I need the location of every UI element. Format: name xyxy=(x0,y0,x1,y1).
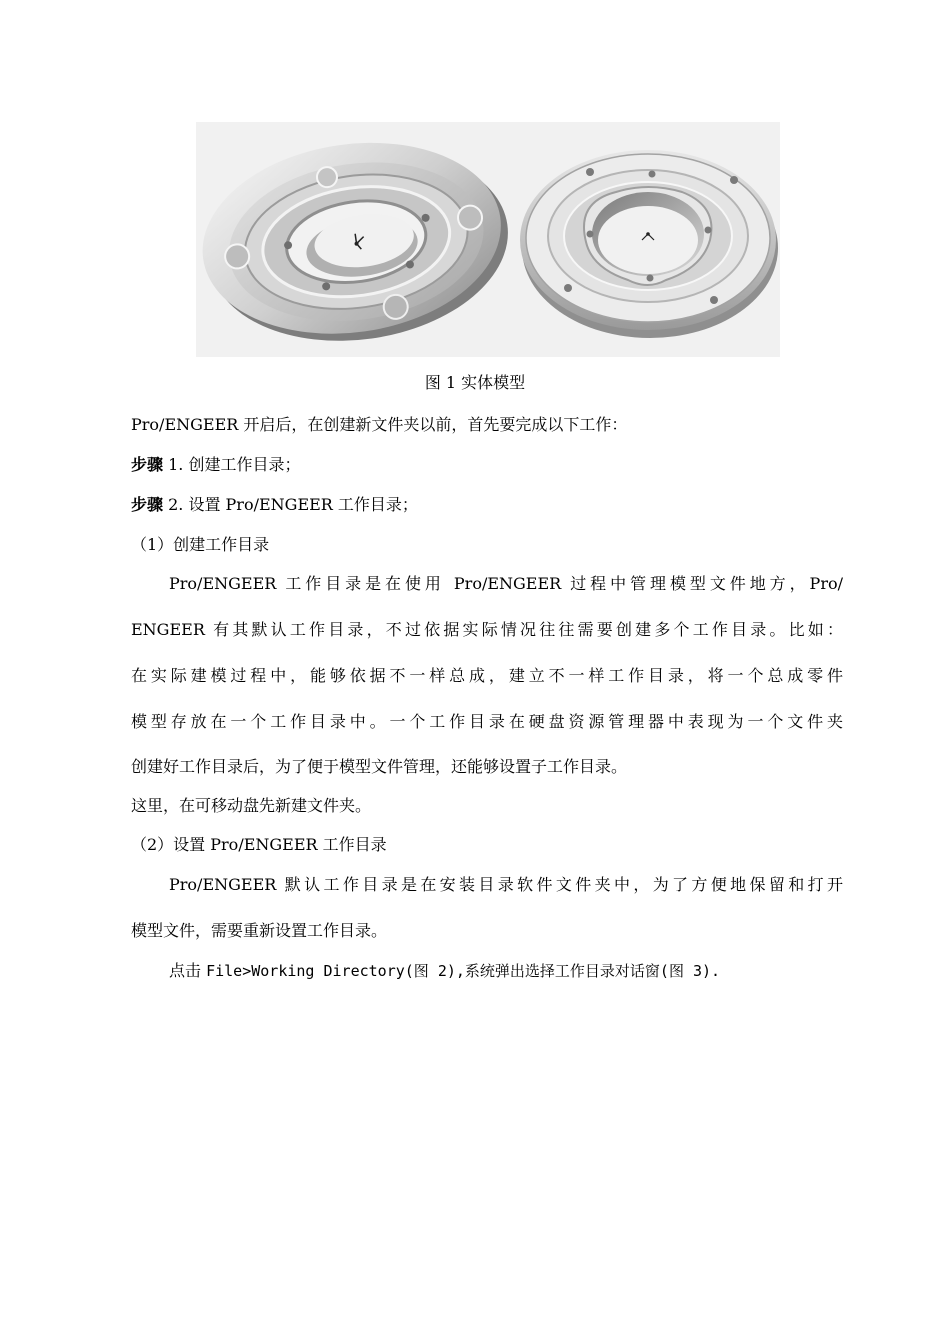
section-2-instruction xyxy=(169,961,720,981)
step-2 xyxy=(131,495,418,515)
step-2-text: 2. 设置 Pro/ENGEER 工作目录； xyxy=(163,495,418,514)
step-2-label: 步骤 xyxy=(131,495,164,514)
figure-1-image xyxy=(196,122,780,357)
section-1-paragraph-line: 创建好工作目录后，为了便于模型文件管理，还能够设置子工作目录。 xyxy=(131,757,628,776)
left-flange-model xyxy=(196,124,520,357)
solid-model-illustration xyxy=(196,122,780,357)
section-2-heading: （2）设置 Pro/ENGEER 工作目录 xyxy=(131,835,387,854)
section-1-paragraph-line: ENGEER 有其默认工作目录，不过依据实际情况往往需要创建多个工作目录。比如： xyxy=(131,620,843,639)
instruction-suffix: (图 2),系统弹出选择工作目录对话窗(图 3). xyxy=(404,962,721,980)
step-1-label: 步骤 xyxy=(131,455,164,474)
intro-text: Pro/ENGEER 开启后，在创建新文件夹以前，首先要完成以下工作： xyxy=(131,415,628,434)
section-1-paragraph-line: 在实际建模过程中，能够依据不一样总成，建立不一样工作目录，将一个总成零件 xyxy=(131,666,843,685)
section-2-paragraph-line: Pro/ENGEER 默认工作目录是在安装目录软件文件夹中，为了方便地保留和打开 xyxy=(169,875,843,894)
right-flange-model xyxy=(520,150,778,338)
instruction-menu-path: File>Working Directory xyxy=(206,962,405,980)
step-1-text: 1. 创建工作目录； xyxy=(163,455,301,474)
instruction-prefix: 点击 xyxy=(169,961,207,980)
section-2-paragraph-line: 模型文件，需要重新设置工作目录。 xyxy=(131,921,388,940)
step-1 xyxy=(131,455,300,475)
section-1-paragraph-line: Pro/ENGEER 工作目录是在使用 Pro/ENGEER 过程中管理模型文件地方，Pro/ xyxy=(169,574,843,593)
section-1-note: 这里，在可移动盘先新建文件夹。 xyxy=(131,796,372,815)
section-1-heading: （1）创建工作目录 xyxy=(131,535,270,554)
section-1-paragraph-line: 模型存放在一个工作目录中。一个工作目录在硬盘资源管理器中表现为一个文件夹 xyxy=(131,712,843,731)
figure-1-caption: 图 1 实体模型 xyxy=(424,373,526,392)
